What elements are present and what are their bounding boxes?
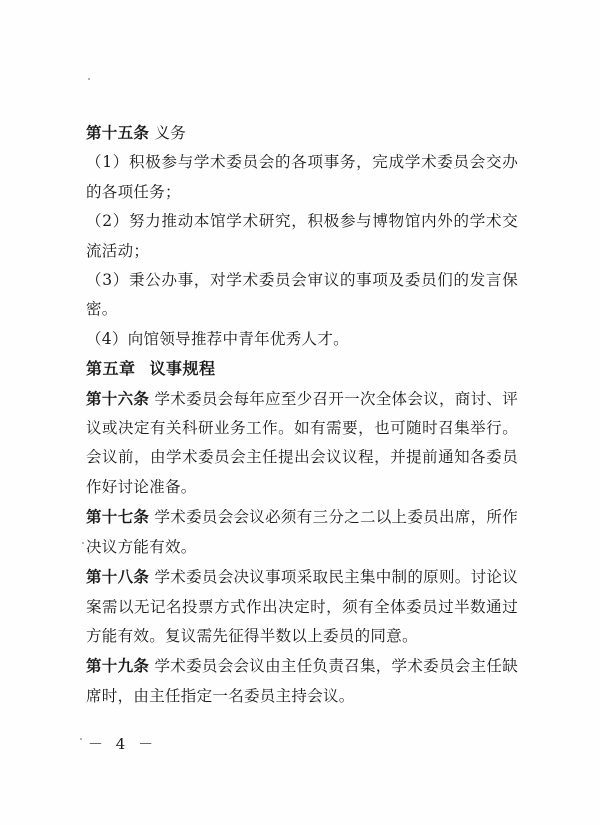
article-19-body: 学术委员会会议由主任负责召集，学术委员会主任缺席时，由主任指定一名委员主持会议。 [86,657,518,705]
chapter-number: 第五章 [86,359,136,379]
article-15-label: 第十五条 [86,123,150,142]
article-15-item-4: （4）向馆领导推荐中青年优秀人才。 [86,329,349,348]
article-19 [86,651,518,711]
article-16 [86,384,518,503]
article-15-heading [86,118,518,148]
article-15-title: 义务 [154,124,187,142]
chapter-title: 议事规程 [149,359,216,379]
article-17 [86,502,518,562]
article-15-item-3: （3）秉公办事，对学术委员会审议的事项及委员们的发言保密。 [86,271,518,319]
scan-speck [80,738,82,740]
article-17-body: 学术委员会会议必须有三分之二以上委员出席，所作决议方能有效。 [86,508,518,556]
article-19-label: 第十九条 [86,656,150,676]
chapter-heading [86,354,518,383]
article-18 [86,562,518,651]
article-17-label: 第十七条 [86,507,150,527]
page-number: － 4 － [88,735,158,753]
article-18-label: 第十八条 [86,567,150,587]
document-body [86,118,518,711]
article-16-label: 第十六条 [86,388,150,408]
article-16-body: 学术委员会每年应至少召开一次全体会议，商讨、评议或决定有关科研业务工作。如有需要，也可随时召集举行。会议前，由学术委员会主任提出会议议程，并提前通知各委员作好讨论准备。 [86,389,518,496]
article-15-item-1: （1）积极参与学术委员会的各项事务，完成学术委员会交办的各项任务； [86,153,518,201]
scan-speck [88,78,90,80]
scan-speck [82,542,84,544]
article-15-item-2: （2）努力推动本馆学术研究，积极参与博物馆内外的学术交流活动； [86,212,518,260]
article-18-body: 学术委员会决议事项采取民主集中制的原则。讨论议案需以无记名投票方式作出决定时，须有全体委员过半数通过方能有效。复议需先征得半数以上委员的同意。 [86,568,518,645]
